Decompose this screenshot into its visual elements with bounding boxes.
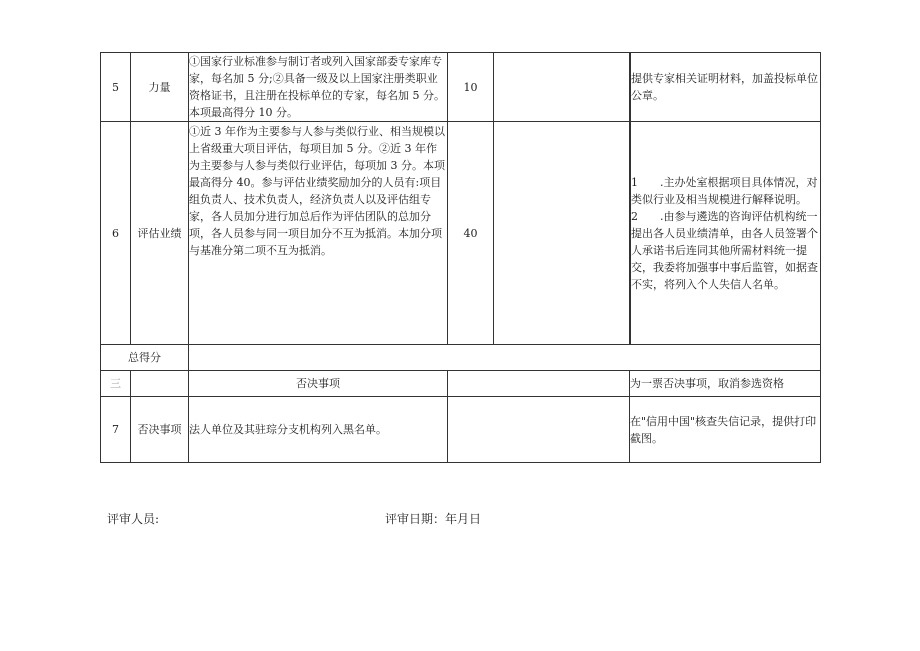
table-row-6 [101, 122, 821, 345]
max-score: 40 [448, 122, 494, 345]
reviewer-label: 评审人员: [107, 512, 160, 526]
total-value [189, 345, 821, 371]
empty-cell [448, 371, 630, 397]
section-title: 否决事项 [189, 371, 448, 397]
criterion-description: 法人单位及其驻琮分支机构列入黑名单。 [189, 397, 448, 463]
criterion-name: 评估业绩 [131, 122, 189, 345]
section-number: 三 [101, 371, 131, 397]
total-label: 总得分 [101, 345, 189, 371]
empty-cell [131, 371, 189, 397]
criterion-note: 提供专家相关证明材料，加盖投标单位公章。 [631, 53, 821, 122]
row-number: 6 [101, 122, 131, 345]
section-note: 为一票否决事项，取消参选资格 [630, 371, 821, 397]
row-number: 7 [101, 397, 131, 463]
criterion-note: 1 .主办处室根据项目具体情况，对类似行业及相当规模进行解释说明。2 .由参与遴选的咨询评估机构统一提出各人员业绩清单，由各人员签署个人承诺书后连同其他所需材料统一提交，我委将加强事中事后监管，如据查不实，将列入个人失信人名单。 [631, 122, 821, 345]
criterion-name: 否决事项 [131, 397, 189, 463]
total-row [101, 345, 821, 371]
criterion-name: 力量 [131, 53, 189, 122]
empty-cell [494, 53, 630, 122]
section-header-row [101, 371, 821, 397]
criterion-description: ①国家行业标准参与制订者或列入国家部委专家库专家，每名加 5 分;②具备一级及以上国家注册类职业资格证书，且注册在投标单位的专家，每名加 5 分。本项最高得分 10 分。 [189, 53, 448, 122]
table-row-5 [101, 53, 821, 122]
empty-cell [448, 397, 630, 463]
max-score: 10 [448, 53, 494, 122]
criterion-description: ①近 3 年作为主要参与人参与类似行业、相当规模以上省级重大项目评估，每项目加 5 分。②近 3 年作为主要参与人参与类似行业评估，每项加 3 分。本项最高得分 40。参与评估业绩奖励加分的人员有:项目组负责人、技术负责人，经济负责人以及评估组专家，各人员加分进行加总后作为评估团队的总加分项，各人员参与同一项目加分不互为抵消。本加分项与基准分第二项不互为抵消。 [189, 122, 448, 345]
table-row-7 [101, 397, 821, 463]
empty-cell [494, 122, 630, 345]
scoring-table [100, 52, 821, 463]
review-date-label: 评审日期：年月日 [385, 512, 482, 526]
row-number: 5 [101, 53, 131, 122]
criterion-note: 在"信用中国"核查失信记录，提供打印截图。 [630, 397, 821, 463]
